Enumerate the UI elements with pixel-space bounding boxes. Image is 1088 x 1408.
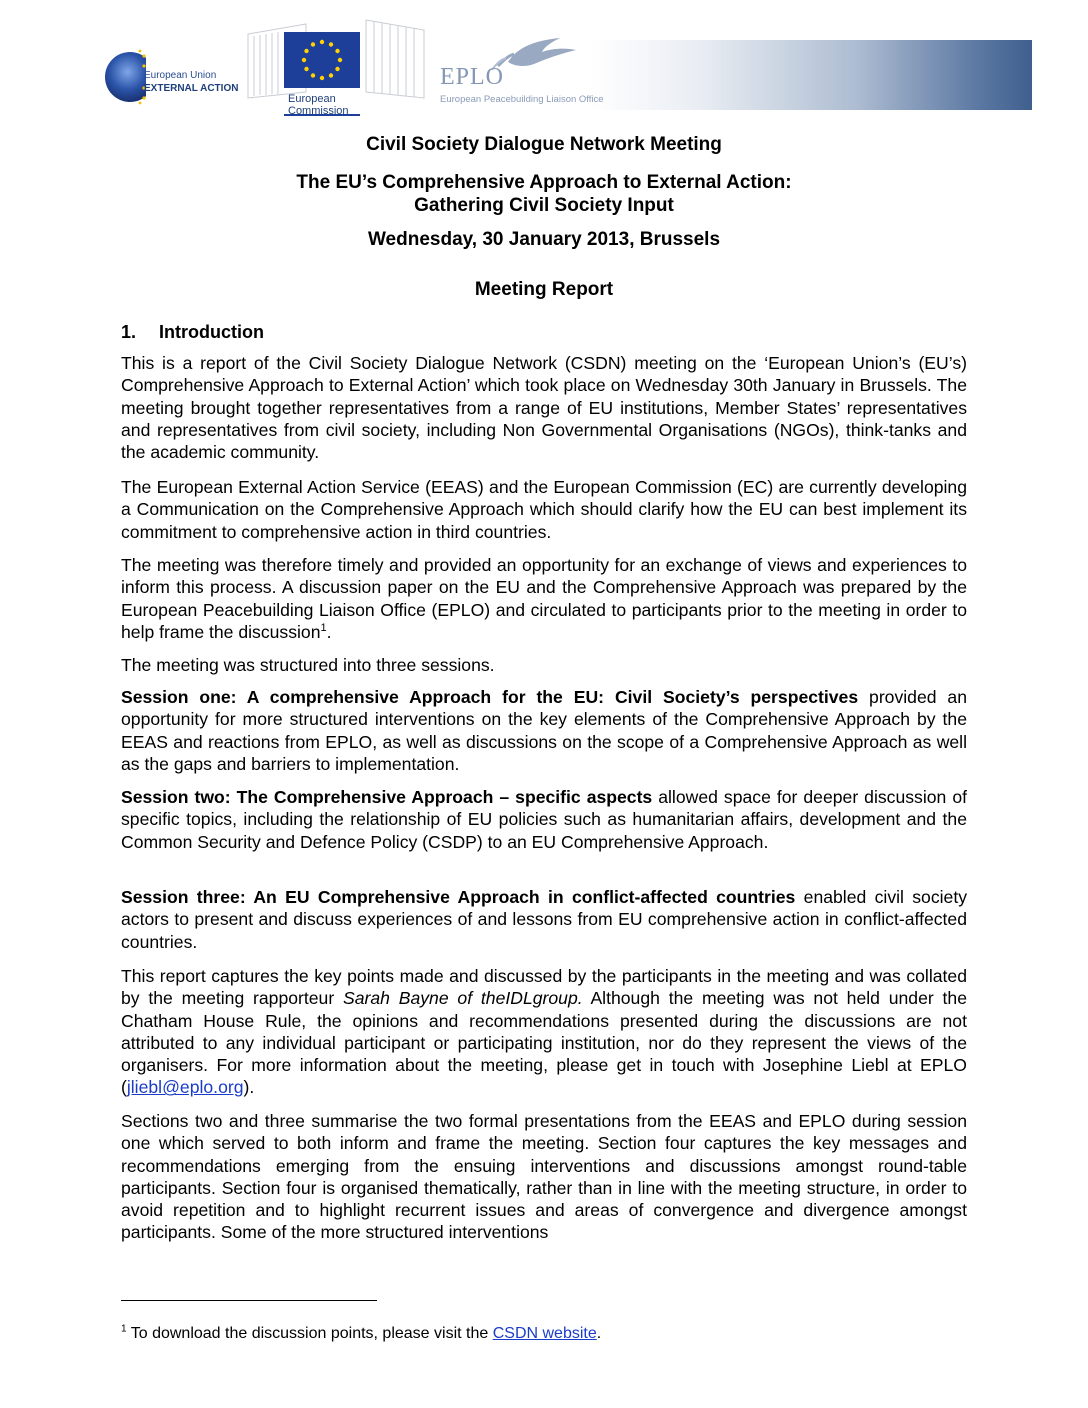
paragraph-text: This is a report of the Civil Society Dialogue Network (CSDN) meeting on the ‘European Union’s (EU’s) Comprehensive Approach to External Action’ which took place on Wednesday 30th January in Brussels. The meeting brought together representatives from a range of EU institutions, Member States’ representatives and representatives from civil society, including Non Governmental Organisations (NGOs), think-tanks and the academic community.: [121, 353, 967, 463]
paragraph-text-end: ).: [243, 1077, 255, 1098]
paragraph-text-body: The meeting was therefore timely and provided an opportunity for an exchange of views and experiences to inform this process. A discussion paper on the EU and the Comprehensive Approach was prepared by the European Peacebuilding Liaison Office (EPLO) and circulated to participants prior to the meeting in order to help frame the discussion: [121, 555, 967, 642]
section-number: 1.: [121, 322, 137, 342]
eu-external-action-logo: [104, 46, 244, 108]
eu-logo-line2: EXTERNAL ACTION: [144, 83, 239, 94]
eplo-wordmark: EPLO: [440, 64, 504, 90]
section-heading: [121, 322, 264, 343]
meeting-date: Wednesday, 30 January 2013, Brussels: [367, 229, 721, 250]
footnote-text: To download the discussion points, please visit the: [126, 1325, 493, 1342]
paragraph-text: [121, 965, 967, 1099]
ec-logo-line1: European: [288, 93, 336, 105]
paragraph-text-body: This report captures the key points made and discussed by the participants in the meeting and was collated by the meeting rapporteur: [121, 966, 967, 1009]
ec-building-icon: [246, 14, 426, 116]
footnote-separator: [121, 1300, 377, 1301]
paragraph-text: [121, 686, 967, 775]
european-commission-logo: [246, 14, 426, 116]
session-two-text: allowed space for deeper discussion of specific topics, including the relationship of EU policies such as humanitarian affairs, development and the Common Security and Defence Policy (CSDP) to an EU Comprehensive Approach.: [121, 787, 968, 852]
csdn-website-link[interactable]: CSDN website: [492, 1325, 597, 1342]
session-one-title: Session one: A comprehensive Approach for the EU: Civil Society’s perspectives: [121, 687, 859, 707]
footnote-ref[interactable]: 1: [320, 622, 327, 635]
meeting-title: Civil Society Dialogue Network Meeting: [366, 134, 722, 155]
footnote: [121, 1325, 601, 1343]
session-one-text: provided an opportunity for more structured interventions on the key elements of the Comprehensive Approach by the EEAS and reactions from EPLO, as well as discussions on the scope of a Comprehensive Approach as well as the gaps and barriers to implementation.: [121, 687, 968, 774]
paragraph-timely: [121, 554, 967, 643]
header-banner: [590, 40, 1032, 110]
paragraph-eeas: [121, 476, 967, 543]
paragraph-session-one: [121, 686, 967, 775]
paragraph-text-body: Although the meeting was not held under the Chatham House Rule, the opinions and recommendations presented during the discussions are not attributed to any individual participant or participating institution, nor do they represent the views of the organisers. For more information about the meeting, please get in touch with Josephine Liebl at EPLO (: [121, 988, 967, 1098]
meeting-subtitle-line1: The EU’s Comprehensive Approach to External Action:: [296, 172, 792, 193]
eplo-logo: [438, 36, 604, 112]
eu-logo-line1: European Union: [144, 70, 217, 81]
paragraph-text: [121, 786, 967, 853]
paragraph-text: Sections two and three summarise the two formal presentations from the EEAS and EPLO during session one which served to both inform and frame the meeting. Section four captures the key messages and recommendations emerging from the ensuing interventions and discussions amongst round-table participants. Section four is organised thematically, rather than in line with the meeting structure, in order to avoid repetition and to highlight recurrent issues and areas of convergence and divergence amongst participants. Some of the more structured interventions: [121, 1111, 967, 1243]
eplo-subtitle: European Peacebuilding Liaison Office: [440, 94, 604, 105]
paragraph-intro: [121, 352, 967, 463]
paragraph-text-end: .: [326, 621, 332, 642]
section-title: Introduction: [159, 322, 264, 342]
paragraph-session-two: [121, 786, 967, 853]
paragraph-sections-summary: [121, 1110, 967, 1244]
paragraph-text: The meeting was structured into three sessions.: [121, 655, 495, 675]
paragraph-session-three: [121, 886, 967, 953]
paragraph-report-scope: [121, 965, 967, 1099]
paragraph-text: [121, 554, 967, 643]
footnote-mark: 1: [121, 1323, 127, 1335]
session-three-title: Session three: An EU Comprehensive Approach in conflict-affected countries: [121, 887, 796, 907]
letterhead: [0, 0, 1088, 130]
paragraph-text: [121, 886, 967, 953]
rapporteur-name: Sarah Bayne of theIDLgroup.: [343, 988, 583, 1009]
eu-globe-icon: [104, 46, 146, 108]
session-three-text: enabled civil society actors to present and discuss experiences of and lessons from EU comprehensive action in conflict-affected countries.: [121, 887, 968, 952]
paragraph-text: The European External Action Service (EEAS) and the European Commission (EC) are currently developing a Communication on the Comprehensive Approach which should clarify how the EU can best implement its commitment to comprehensive action in third countries.: [121, 477, 967, 542]
meeting-subtitle-line2: Gathering Civil Society Input: [414, 195, 674, 216]
email-link[interactable]: jliebl@eplo.org: [126, 1077, 244, 1098]
footnote-end: .: [596, 1325, 602, 1342]
ec-logo-line2: Commission: [288, 105, 349, 117]
session-two-title: Session two: The Comprehensive Approach – specific aspects: [121, 787, 653, 807]
paragraph-sessions: [121, 654, 967, 676]
report-heading: Meeting Report: [474, 279, 614, 300]
